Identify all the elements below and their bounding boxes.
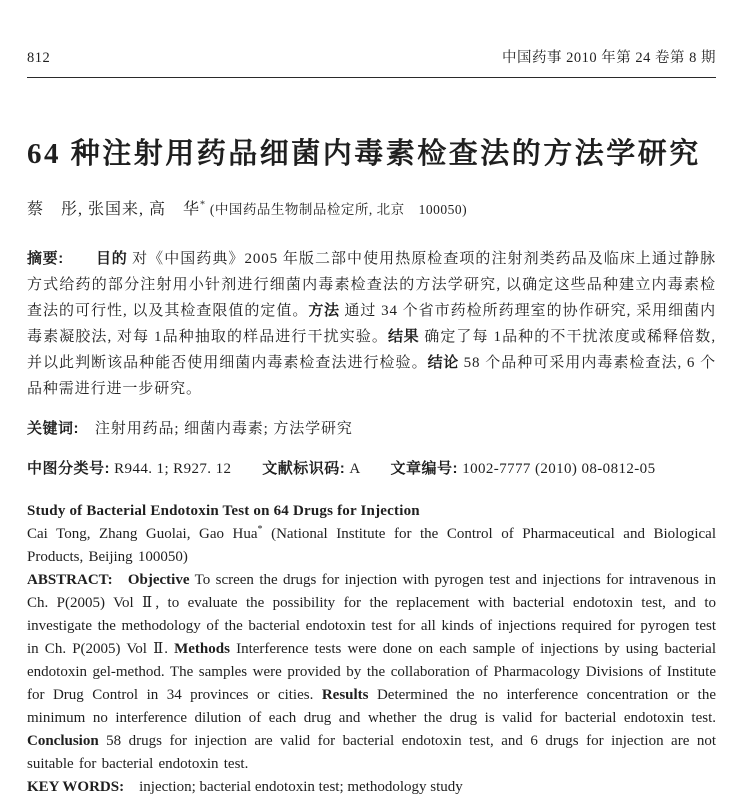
running-head [27,0,716,67]
article-title-cn: 64 种注射用药品细菌内毒素检查法的方法学研究 [27,138,701,170]
english-section [27,500,716,799]
authors-en: Cai Tong, Zhang Guolai, Gao Hua* (National Institute for the Control of Pharmaceutical and Biological Products, Beijing 100050) [27,524,716,566]
abstract-en: ABSTRACT: Objective To screen the drugs for injection with pyrogen test and injections for intravenous in Ch. P(2005) Vol Ⅱ, to evaluate the possibility for the replacement with bacterial endotoxin test, and to investigate the methodology of the bacterial endotoxin test for all kinds of injections required for pyrogen test in Ch. P(2005) Vol Ⅱ. Methods Interference tests were done on each sample of injections by using bacterial endotoxin gel-method. The samples were provided by the collaboration of Pharmacology Divisions of Institute for Drug Control in 34 provinces or cities. Results Determined the no interference concentration or the minimum no interference dilution of each drug and whether the drug is valid for bacterial endotoxin test. Conclusion 58 drugs for injection are valid for bacterial endotoxin test, and 6 drugs for injection are not suitable for bacterial endotoxin test. [27,572,716,773]
clc-number-line: 中图分类号: R944. 1; R927. 12 文献标识码: A 文章编号: 1002-7777 (2010) 08-0812-05 [27,460,656,478]
journal-issue-info: 中国药事 2010 年第 24 卷第 8 期 [502,50,716,66]
keywords-cn: 关键词: 注射用药品; 细菌内毒素; 方法学研究 [27,420,353,438]
article-title-en: Study of Bacterial Endotoxin Test on 64 Drugs for Injection [27,503,420,520]
header-rule [27,77,716,78]
abstract-cn: 摘要: 目的 对《中国药典》2005 年版二部中使用热原检查项的注射剂类药品及临床上通过静脉方式给药的部分注射用小针剂进行细菌内毒素检查法的方法学研究, 以确定这些品种建立内毒素检查法的可行性, 以及其检查限值的定值。方法 通过 34 个省市药检所药理室的协作研究, 采用细菌内毒素凝胶法, 对每 1品种抽取的样品进行干扰实验。结果 确定了每 1品种的不干扰浓度或稀释倍数, 并以此判断该品种能否使用细菌内毒素检查法进行检验。结论 58 个品种可采用内毒素检查法, 6 个品种需进行进一步研究。 [27,250,716,398]
authors-cn: 蔡 彤, 张国来, 高 华* (中国药品生物制品检定所, 北京 100050) [27,199,468,219]
keywords-en: KEY WORDS: injection; bacterial endotoxin test; methodology study [27,779,463,796]
page-number: 812 [27,50,51,66]
